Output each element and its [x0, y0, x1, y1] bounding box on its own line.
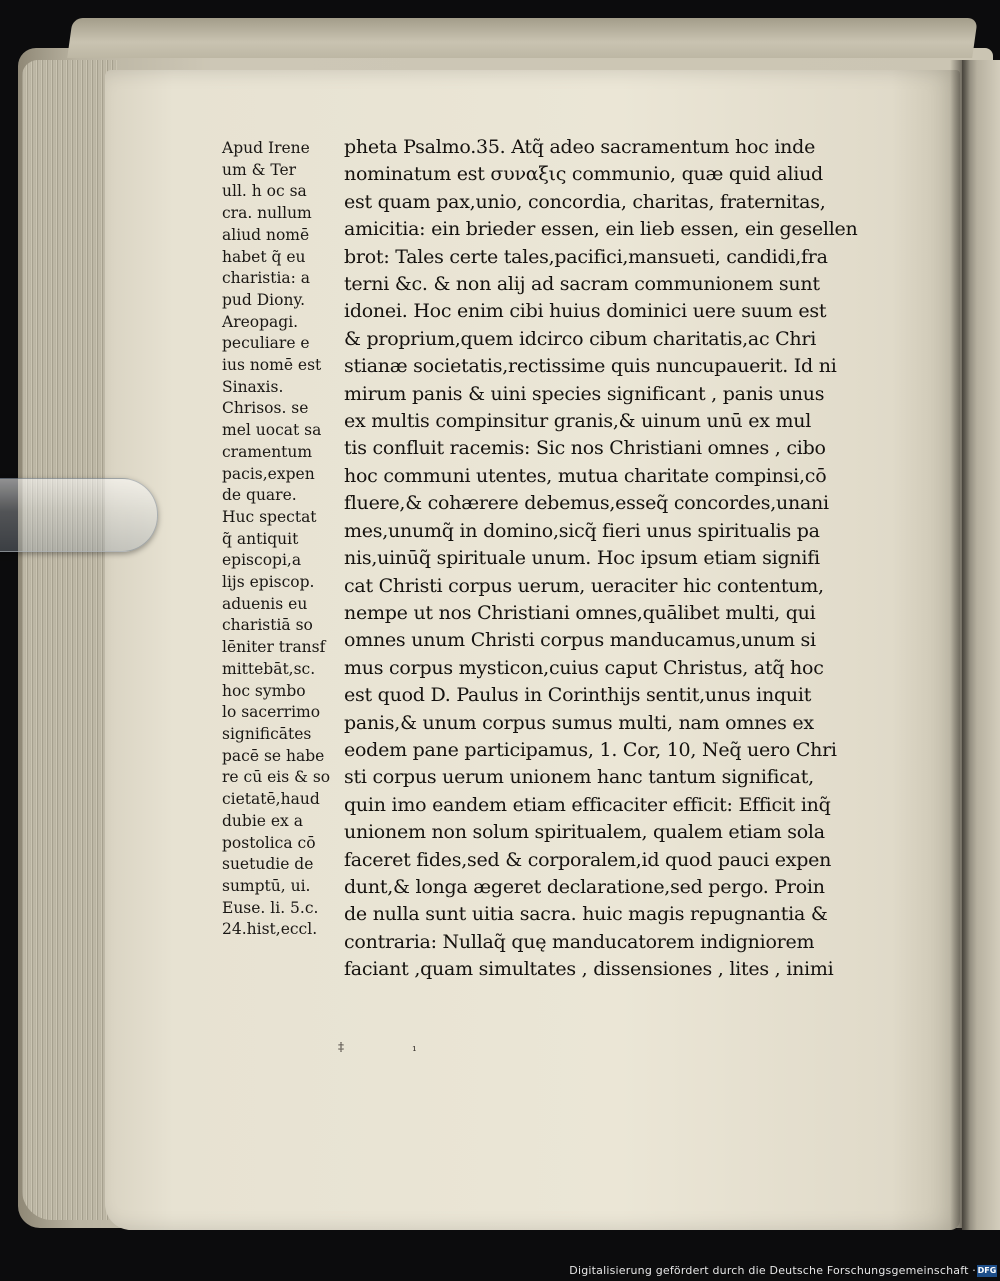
text-line: ex multis compinsitur granis,& uinum unū ex mul	[344, 410, 812, 433]
marginal-notes	[222, 138, 344, 941]
text-line: fluere,& cohærere debemus,esseq̃ concordes,unani	[344, 492, 829, 515]
marginal-note-line: mel uocat sa	[222, 421, 322, 440]
text-line: panis,& unum corpus sumus multi, nam omnes ex	[344, 711, 814, 734]
text-line: brot: Tales certe tales,pacifici,mansueti, candidi,fra	[344, 245, 828, 268]
signature-mark: ‡	[338, 1040, 344, 1054]
marginal-note-line: aduenis eu	[222, 594, 308, 613]
text-line: mus corpus mysticon,cuius caput Christus, atq̃ hoc	[344, 656, 824, 679]
text-line: faceret fides,sed & corporalem,id quod pauci expen	[344, 848, 832, 871]
marginal-note-line: Sinaxis.	[222, 377, 284, 396]
text-line: nis,uinūq̃ spirituale unum. Hoc ipsum etiam signifi	[344, 547, 820, 570]
footer-bar	[0, 1262, 1000, 1281]
text-line: de nulla sunt uitia sacra. huic magis repugnantia &	[344, 903, 828, 926]
text-line: stianæ societatis,rectissime quis nuncupauerit. Id ni	[344, 355, 837, 378]
text-line: faciant ,quam simultates , dissensiones , lites , inimi	[344, 958, 834, 981]
text-line: idonei. Hoc enim cibi huius dominici uere suum est	[344, 300, 827, 323]
text-line: eodem pane participamus, 1. Cor, 10, Neq̃ uero Chri	[344, 738, 837, 761]
marginal-note-line: um & Ter	[222, 160, 297, 179]
marginal-note-line: charistia: a	[222, 269, 311, 288]
book-top-edge	[67, 18, 978, 58]
marginal-note-line: mittebāt,sc.	[222, 659, 316, 678]
main-text-block	[344, 134, 874, 984]
marginal-note-line: q̃ antiquit	[222, 529, 299, 548]
marginal-note-line: Apud Irene	[222, 139, 310, 157]
marginal-note-line: aliud nomē	[222, 225, 310, 244]
text-line: omnes unum Christi corpus manducamus,unum si	[344, 629, 816, 652]
text-line: mes,unumq̃ in domino,sicq̃ fieri unus spiritualis pa	[344, 519, 820, 542]
marginal-note-line: lijs episcop.	[222, 573, 315, 592]
marginal-note-line: habet q̃ eu	[222, 247, 306, 266]
text-line: mirum panis & uini species significant , panis unus	[344, 382, 825, 405]
marginal-note-line: de quare.	[222, 486, 297, 505]
marginal-note-line: Areopagi.	[222, 312, 299, 331]
text-line: & proprium,quem idcirco cibum charitatis,ac Chri	[344, 327, 817, 350]
marginal-note-line: significātes	[222, 724, 312, 743]
text-line: est quam pax,unio, concordia, charitas, fraternitas,	[344, 190, 826, 213]
page-edges	[22, 60, 117, 1220]
text-line: nempe ut nos Christiani omnes,quālibet multi, qui	[344, 601, 816, 624]
marginal-note-line: lo sacerrimo	[222, 703, 321, 722]
text-line: est quod D. Paulus in Corinthijs sentit,unus inquit	[344, 684, 812, 707]
marginal-note-line: ius nomē est	[222, 356, 322, 375]
marginal-note-line: pud Diony.	[222, 290, 306, 309]
marginal-note-line: dubie ex a	[222, 811, 303, 830]
marginal-note-line: hoc symbo	[222, 681, 306, 700]
marginal-note-line: episcopi,a	[222, 551, 302, 570]
marginal-note-line: charistiā so	[222, 616, 313, 635]
text-line: cat Christi corpus uerum, ueraciter hic contentum,	[344, 574, 824, 597]
text-line: dunt,& longa ægeret declaratione,sed pergo. Proin	[344, 875, 825, 898]
text-line: unionem non solum spiritualem, qualem etiam sola	[344, 821, 825, 844]
text-line: quin imo eandem etiam efficaciter efficit: Efficit inq̃	[344, 793, 831, 816]
text-line: terni &c. & non alij ad sacram communionem sunt	[344, 273, 820, 296]
text-line: pheta Psalmo.35. Atq̃ adeo sacramentum hoc inde	[344, 136, 816, 158]
marginal-note-line: cra. nullum	[222, 204, 312, 223]
glass-page-clip	[0, 478, 158, 552]
marginal-note-line: sumptū, ui.	[222, 876, 311, 895]
marginal-note-line: re cū eis & so	[222, 768, 331, 787]
signature-mark: ₁	[412, 1040, 417, 1054]
gutter-shadow	[950, 60, 970, 1230]
text-line: tis confluit racemis: Sic nos Christiani omnes , cibo	[344, 437, 826, 460]
marginal-note-line: 24.hist,eccl.	[222, 920, 318, 939]
marginal-note-line: Huc spectat	[222, 507, 317, 526]
marginal-note-line: cramentum	[222, 442, 313, 461]
footer-credit: Digitalisierung gefördert durch die Deutsche Forschungsgemeinschaft ·	[569, 1264, 976, 1277]
marginal-note-line: Euse. li. 5.c.	[222, 898, 319, 917]
marginal-note-line: pacis,expen	[222, 464, 315, 483]
marginal-note-line: cietatē,haud	[222, 790, 320, 809]
marginal-note-line: pacē se habe	[222, 746, 325, 765]
marginal-note-line: peculiare e	[222, 334, 310, 353]
marginal-note-line: suetudie de	[222, 855, 314, 874]
text-line: sti corpus uerum unionem hanc tantum significat,	[344, 766, 814, 789]
text-line: contraria: Nullaq̃ quę manducatorem indigniorem	[344, 930, 815, 953]
text-line: hoc communi utentes, mutua charitate compinsi,cō	[344, 464, 827, 487]
dfg-logo: DFG	[977, 1266, 997, 1275]
text-line: amicitia: ein brieder essen, ein lieb essen, ein gesellen	[344, 218, 858, 241]
marginal-note-line: lēniter transf	[222, 638, 326, 657]
marginal-note-line: Chrisos. se	[222, 399, 309, 418]
marginal-note-line: ull. h oc sa	[222, 182, 307, 201]
text-line: nominatum est συναξις communio, quæ quid aliud	[344, 163, 823, 186]
marginal-note-line: postolica cō	[222, 833, 316, 852]
